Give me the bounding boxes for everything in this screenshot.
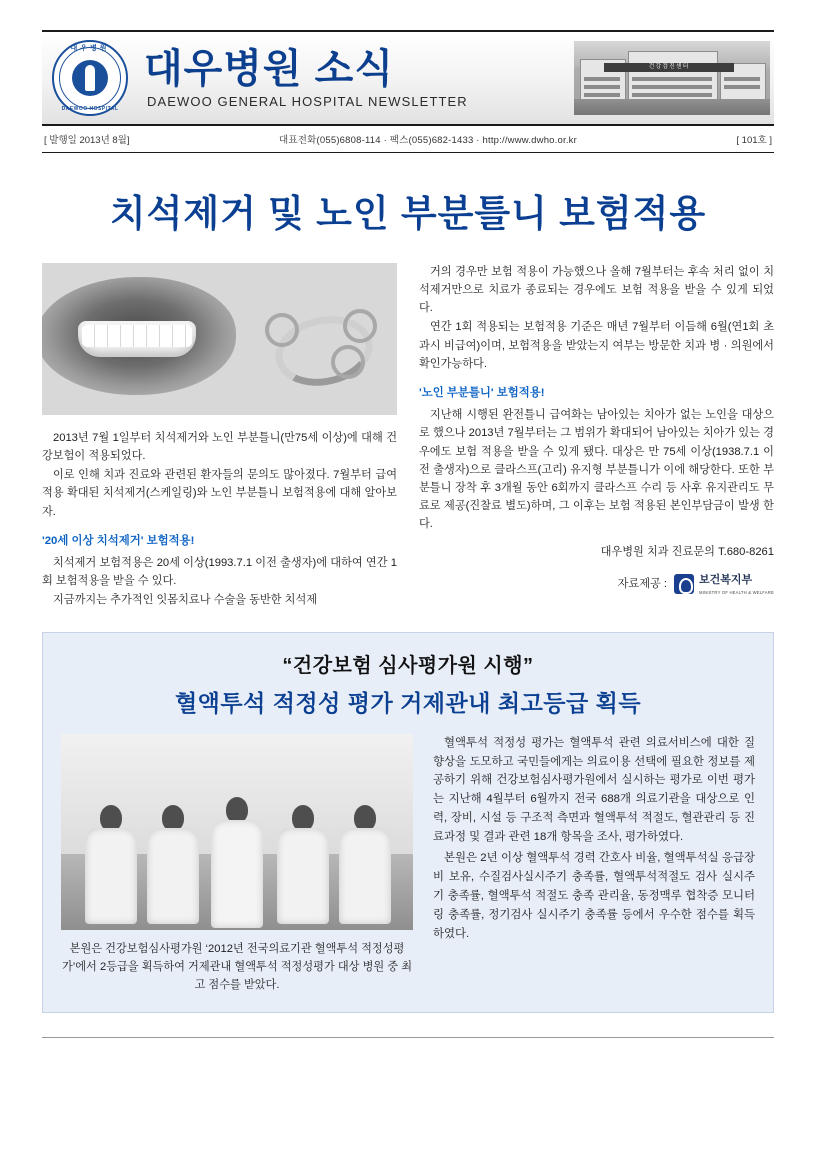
article2-p1: 혈액투석 적정성 평가는 혈액투석 관련 의료서비스에 대한 질 향상을 도모하고 국민들에게는 의료이용 선택에 필요한 정보를 제공하기 위해 건강보험심사평가원에서 실시하는 평가로 이번 평가는 지난해 4월부터 6월까지 전국 688개 의료기관을 대상으로 인력, 장비, 시설 등 구조적 측면과 혈액투석 적절도, 혈관관리 등 진료과정 및 결과 관련 18개 항목을 조사, 평가하였다.	[433, 736, 755, 844]
article1-right-p2: 연간 1회 적용되는 보험적용 기준은 매년 7월부터 이듬해 6월(연1회 초과시 비급여)이며, 보험적용을 받았는지 여부는 방문한 치과 병 · 의원에서 확인가능하다.	[419, 321, 774, 370]
mohw-logo	[674, 571, 774, 596]
contact-info: 대표전화(055)6808-114 · 팩스(055)682-1433 · http://www.dwho.or.kr	[279, 135, 577, 146]
article1-left-subhead: '20세 이상 치석제거' 보험적용!	[42, 534, 195, 547]
teeth-illustration	[78, 321, 196, 357]
article1-left-p1: 2013년 7월 1일부터 치석제거와 노인 부분틀니(만75세 이상)에 대해 건강보험이 적용되었다.	[42, 432, 397, 463]
masthead	[42, 30, 774, 126]
provider-name-en: MINISTRY OF HEALTH & WELFARE	[699, 589, 774, 595]
newsletter-title-en: DAEWOO GENERAL HOSPITAL NEWSLETTER	[147, 93, 468, 109]
article-dialysis-evaluation	[42, 632, 774, 1013]
article1-left-p3: 치석제거 보험적용은 20세 이상(1993.7.1 이전 출생자)에 대하여 연간 1회 보험적용을 받을 수 있다.	[42, 557, 397, 588]
article2-body	[61, 734, 755, 994]
person-4	[277, 805, 329, 924]
article2-photo-caption: 본원은 건강보험심사평가원 ‘2012년 전국의료기관 혈액투석 적정성평가’에서 2등급을 획득하여 거제관내 혈액투석 적정성평가 대상 병원 중 최고 점수를 받았다.	[61, 942, 413, 991]
dental-photo	[42, 263, 397, 415]
info-bar	[42, 126, 774, 153]
main-headline: 치석제거 및 노인 부분틀니 보험적용	[109, 193, 707, 234]
article1-left-p2: 이로 인해 치과 진료와 관련된 환자들의 문의도 많아졌다. 7월부터 급여적용 확대된 치석제거(스케일링)와 노인 부분틀니 보험적용에 대해 알아보자.	[42, 469, 397, 518]
person-3	[211, 797, 263, 928]
bottom-divider	[42, 1037, 774, 1038]
data-provider	[419, 571, 774, 596]
logo-circle-icon	[52, 40, 128, 116]
article2-title-main: 혈액투석 적정성 평가 거제관내 최고등급 획득	[174, 689, 642, 716]
article2-p2: 본원은 2년 이상 혈액투석 경력 간호사 비율, 혈액투석실 응급장비 보유, 수질검사실시주기 충족률, 혈액투석적절도 검사 실시주기 충족률, 혈액투석 적절도 충족 관리율, 동정맥루 협착증 모니터링 충족률, 정기검사 실시주기 충족률 등에서 우수한 점수를 획득하였다.	[433, 852, 755, 940]
mohw-mark-icon	[674, 574, 694, 594]
provider-name-ko: 보건복지부	[699, 574, 753, 587]
article2-left-column	[61, 734, 413, 994]
logo-inner-mark	[72, 60, 108, 96]
article1-left-p4: 지금까지는 추가적인 잇몸치료나 수술을 동반한 치석제	[53, 594, 318, 607]
person-1	[85, 805, 137, 924]
article2-title-quote: “건강보험 심사평가원 시행”	[282, 654, 534, 677]
person-5	[339, 805, 391, 924]
staff-group-photo	[61, 734, 413, 930]
provider-label: 자료제공 :	[617, 577, 668, 590]
article1-right-p1: 거의 경우만 보험 적용이 가능했으나 올해 7월부터는 후속 처리 없이 치석제거만으로 치료가 종료되는 경우에도 보험 적용을 받을 수 있게 되었다.	[419, 266, 774, 315]
article1-left-column	[42, 263, 397, 610]
article1-right-subhead: '노인 부분틀니' 보험적용!	[419, 386, 545, 399]
newsletter-title-ko: 대우병원 소식	[144, 46, 394, 91]
article1-signature: 대우병원 치과 진료문의 T.680-8261	[600, 546, 774, 559]
article1-right-column	[419, 263, 774, 610]
hospital-logo	[42, 40, 138, 116]
photo-banner-text: 건강검진센터	[604, 63, 734, 72]
article-dental-insurance	[42, 263, 774, 610]
hospital-building-photo	[574, 41, 770, 115]
logo-top-label: 대우병원	[70, 45, 110, 52]
issue-number: [ 101호 ]	[736, 135, 772, 146]
logo-bottom-label: DAEWOO HOSPITAL	[61, 106, 119, 112]
article1-right-p3: 지난해 시행된 완전틀니 급여화는 남아있는 치아가 없는 노인을 대상으로 했으나 2013년 7월부터는 그 범위가 확대되어 남아있는 치아가 있는 경우에도 보험 적용을 받을 수 있게 됐다. 대상은 만 75세 이상(1938.7.1 이전 출생자)으로 클라스프(고리) 유지형 부분틀니가 이에 해당한다. 또한 부분틀니 장착 후 3개월 동안 6회까지 클라스프 수리 등 사후 유지관리도 무료로 제공(진찰료 별도)하며, 그 이후는 보험 적용된 본인부담금이 발생 한다.	[419, 409, 774, 531]
person-2	[147, 805, 199, 924]
masthead-title-block	[138, 48, 574, 109]
article2-right-column	[433, 734, 755, 994]
issue-date: [ 발행일 2013년 8월]	[44, 135, 130, 146]
denture-illustration	[265, 307, 383, 381]
